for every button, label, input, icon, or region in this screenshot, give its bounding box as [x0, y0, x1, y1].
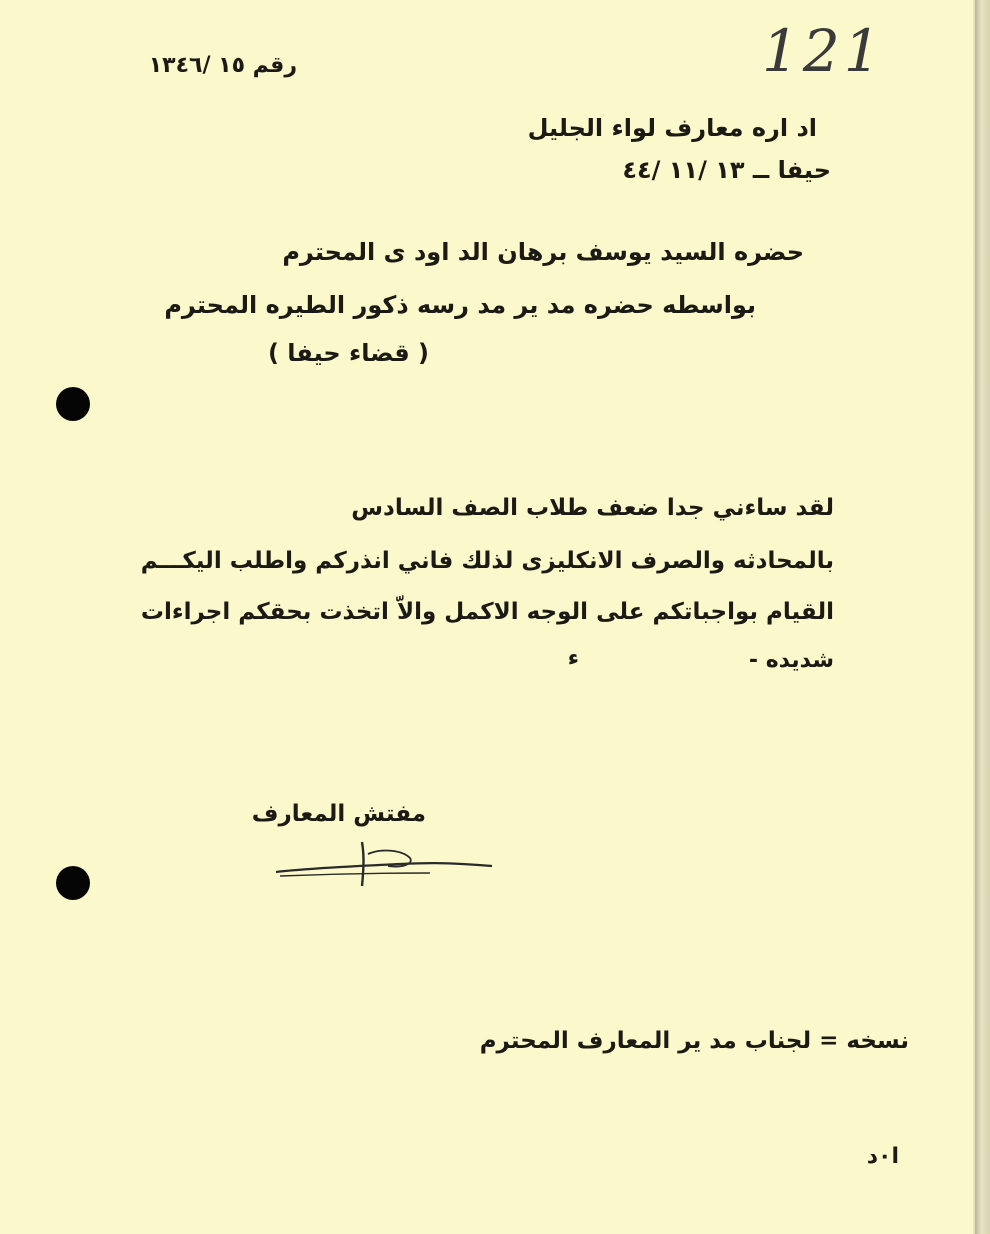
punch-hole-top — [56, 387, 90, 421]
typist-initials: ا٠د — [866, 1144, 899, 1169]
body-line-2: بالمحادثه والصرف الانكليزى لذلك فاني انذركم واطلب اليكـــم — [140, 548, 834, 574]
sender-office: اد اره معارف لواء الجليل — [527, 114, 817, 142]
addressee-line-3: ( قضاء حيفا ) — [267, 339, 429, 367]
copy-line: نسخه = لجناب مد ير المعارف المحترم — [479, 1028, 909, 1054]
addressee-line-1: حضره السيد يوسف برهان الد اود ى المحترم — [282, 238, 804, 266]
body-line-3: القيام بواجباتكم على الوجه الاكمل والاّ اتخذت بحقكم اجراءات — [140, 599, 834, 625]
addressee-line-2: بواسطه حضره مد ير مد رسه ذكور الطيره المحترم — [164, 291, 756, 319]
place-date: حيفا ــ ١٣ /١١ /٤٤ — [622, 156, 831, 184]
handwritten-signature — [270, 838, 510, 898]
reference-number: رقم ١٥ /١٣٤٦ — [148, 53, 297, 78]
stray-mark: ء — [567, 646, 579, 671]
body-line-4: شديده - — [748, 648, 834, 673]
signature-title: مفتش المعارف — [251, 801, 426, 827]
archive-number: 121 — [762, 17, 885, 85]
punch-hole-bottom — [56, 866, 90, 900]
page-edge — [975, 0, 990, 1234]
body-line-1: لقد ساءني جدا ضعف طلاب الصف السادس — [351, 495, 834, 521]
